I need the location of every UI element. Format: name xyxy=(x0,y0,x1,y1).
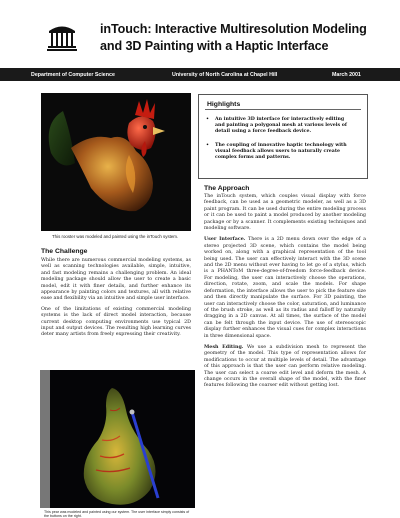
mesh-text: We use a subdivision mesh to represent the geometry of the model. This type of representation allows for modifications to occur at multiple levels of detail. The advantage of this approach is that the user can perform relative modeling. The user can select a coarse edit level and deform the mesh. A change occurs in the overall shape of the model, with the finer features following the coarser edit without getting lost. xyxy=(204,344,366,389)
department-label: Department of Computer Science xyxy=(31,71,115,78)
bullet-icon: • xyxy=(206,143,209,148)
university-label: University of North Carolina at Chapel Hill xyxy=(172,71,278,78)
approach-heading: The Approach xyxy=(204,185,250,192)
bullet-icon: • xyxy=(206,117,209,122)
highlight-item xyxy=(206,143,355,162)
approach-body xyxy=(204,194,366,394)
challenge-paragraph: While there are numerous commercial modeling systems, as well as scanning technologies available, simple, intuitive, and fast modeling remains a challenging problem. An ideal modeling package should allow the user to create a basic model, edit it with finer details, and further enhance its appearance by painting colors and textures, all with relative ease and flexibility via an intuitive and simple user interface. xyxy=(41,258,191,302)
highlight-item xyxy=(206,117,355,136)
rooster-illustration-icon xyxy=(41,93,191,231)
page-header xyxy=(0,0,400,68)
challenge-paragraph: One of the limitations of existing commercial modeling systems is the lack of direct model interaction, because current desktop computing environments use typical 2D input and output devices. The resulting high learning curves deter many artists from freely expressing their creativity. xyxy=(41,306,191,338)
approach-ui-paragraph xyxy=(204,236,366,340)
pear-image xyxy=(40,370,195,508)
approach-intro: The inTouch system, which couples visual display with force feedback, can be used as a geometric modeler, as well as a 3D paint program. It can be used during the entire modeling process or it can be used to paint a model produced by another modeling package or by a scanner. It complements existing techniques and modeling software. xyxy=(204,194,366,232)
ui-button-panel xyxy=(40,370,50,508)
highlights-title: Highlights xyxy=(207,101,241,108)
highlight-text: The coupling of innovative haptic technology with visual feedback allows users to naturally create complex forms and patterns. xyxy=(215,143,347,161)
highlights-divider xyxy=(205,109,361,110)
challenge-body xyxy=(41,258,191,343)
date-label: March 2001 xyxy=(332,71,361,78)
figure2-caption: This pear was modeled and painted using our system. The user interface simply consists of the buttons on the right. xyxy=(44,510,190,518)
figure1-caption: This rooster was modeled and painted using the inTouch system. xyxy=(52,234,179,239)
highlights-box xyxy=(198,94,368,179)
unc-old-well-logo-icon xyxy=(46,20,78,52)
info-bar xyxy=(0,68,400,81)
rooster-image xyxy=(41,93,191,231)
highlight-text: An intuitive 3D interface for interactively editing and painting a polygonal mesh at various levels of detail using a force feedback device. xyxy=(215,117,347,135)
ui-text: There is a 2D menu down over the edge of a stereo projected 3D scene, which contains the model being worked on, along with a graphical representation of the tool being used. The user can effectively interact with the 3D scene and the 2D menu without ever having to let go of a stylus, which is a PHANToM three-degree-of-freedom force-feedback device. For modeling, the user can interactively choose the operations, direction, rotate, zoom, and scale the models. For shape deformation, the interface allows the user to pick the feature size and then directly manipulate the surface. For 3D painting, the user can interactively choose the color, saturation, and luminance of the brush stroke, as well as its radius and falloff by naturally dragging in a 2D canvas. At all times, the surface of the model can be felt through the input device. The use of stereoscopic display further enhances the visual cues for complex interactions in three dimensional space. xyxy=(204,237,366,339)
mesh-lead: Mesh Editing. xyxy=(204,343,244,350)
pear-illustration-icon xyxy=(50,370,195,508)
challenge-heading: The Challenge xyxy=(41,248,88,255)
approach-mesh-paragraph xyxy=(204,344,366,390)
page-title: inTouch: Interactive Multiresolution Modeling and 3D Painting with a Haptic Interface xyxy=(100,22,367,53)
ui-lead: User Interface. xyxy=(204,236,246,243)
